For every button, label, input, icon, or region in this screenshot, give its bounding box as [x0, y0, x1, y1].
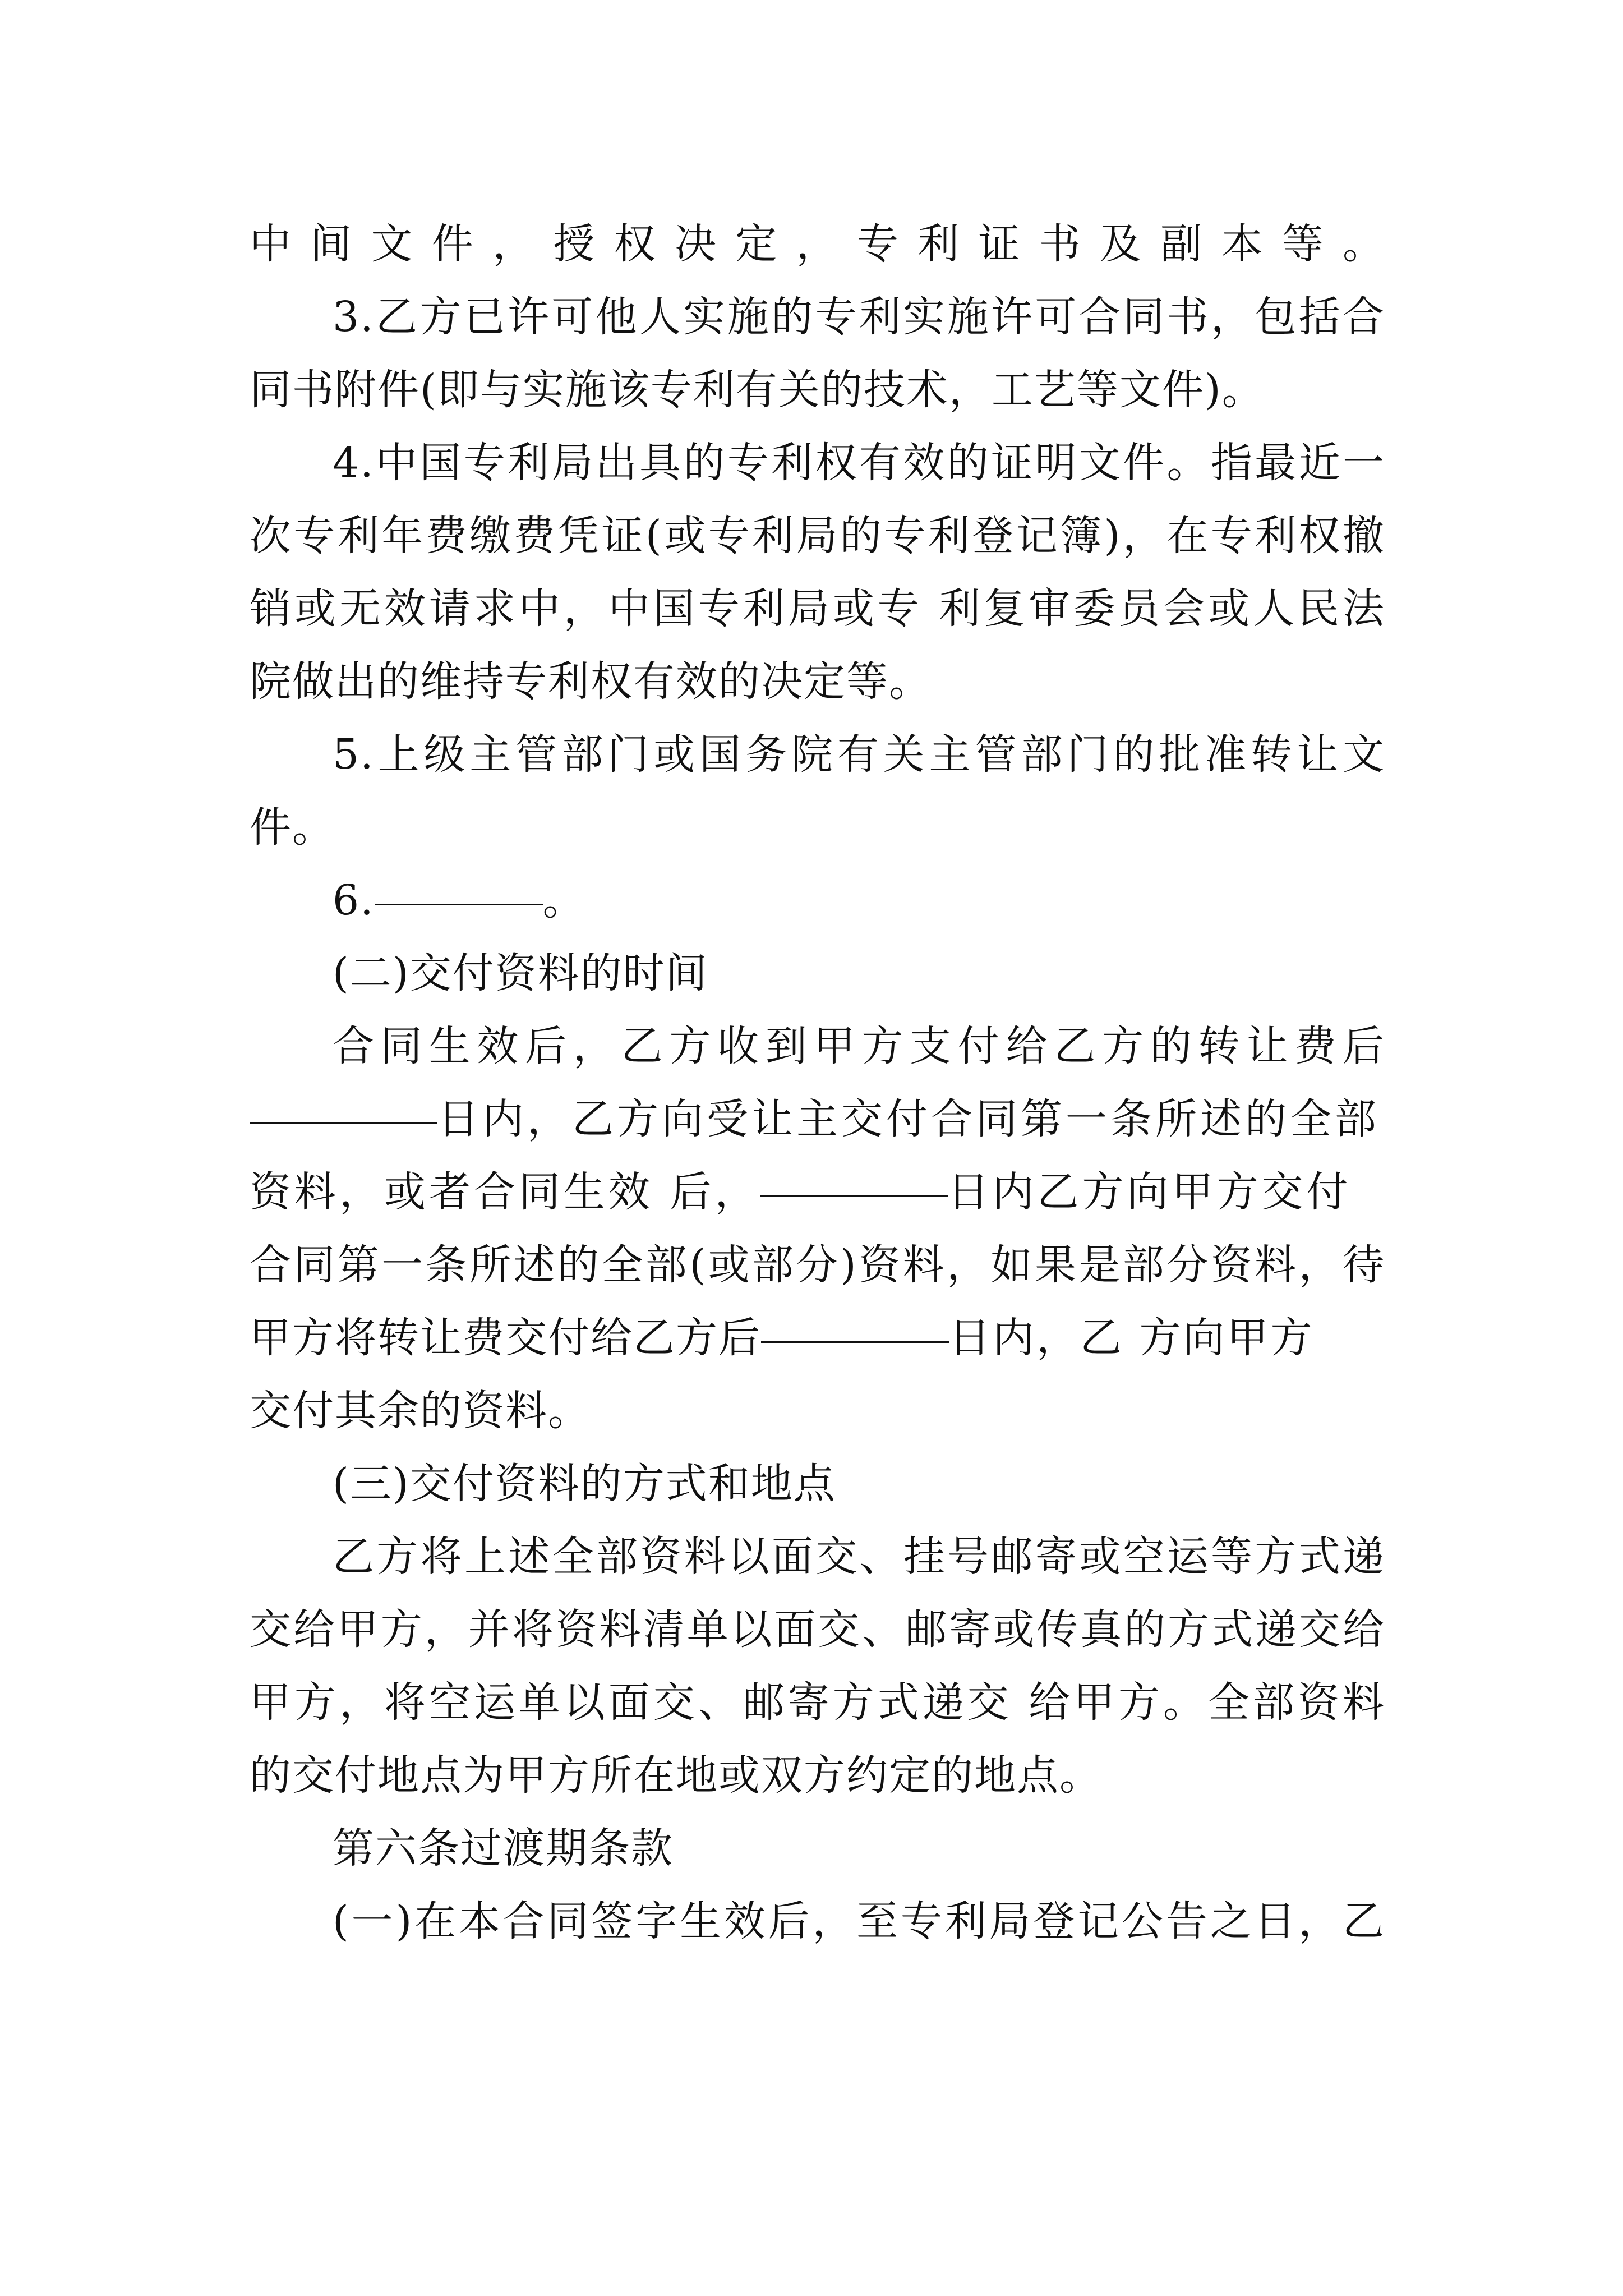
- text-line: 院做出的维持专利权有效的决定等。: [250, 657, 932, 706]
- text-line: 甲方将转让费交付给乙方后 日内，乙 方向甲方: [250, 1314, 1315, 1362]
- text-line: 乙方将上述全部资料以面交、挂号邮寄或空运等方式递: [333, 1533, 1385, 1581]
- text-line: 的交付地点为甲方所在地或双方约定的地点。: [250, 1751, 1102, 1800]
- text-line: 中间文件，授权决定，专利证书及副本等。: [250, 220, 1385, 268]
- fill-in-blank: [375, 903, 543, 905]
- text-line: 交付其余的资料。: [250, 1387, 591, 1435]
- document-body: [250, 208, 1385, 1958]
- text-line: (二)交付资料的时间: [333, 949, 708, 997]
- text-line: 6. 。: [333, 876, 585, 924]
- text-line: 合同生效后，乙方收到甲方支付给乙方的转让费后: [333, 1022, 1385, 1070]
- text-line: 日内，乙方向受让主交付合同第一条所述的全部: [250, 1083, 1385, 1156]
- text-line: 合同第一条所述的全部(或部分)资料，如果是部分资料，待: [250, 1241, 1385, 1289]
- fill-in-blank: [760, 1195, 948, 1197]
- fill-in-blank: [250, 1122, 437, 1124]
- text-line: 3.乙方已许可他人实施的专利实施许可合同书，包括合: [333, 293, 1385, 341]
- text-line: 次专利年费缴费凭证(或专利局的专利登记簿)，在专利权撤: [250, 512, 1385, 560]
- text-line: 交给甲方，并将资料清单以面交、邮寄或传真的方式递交给: [250, 1605, 1385, 1654]
- text-line: 销或无效请求中，中国专利局或专 利复审委员会或人民法: [250, 585, 1385, 633]
- text-line: (一)在本合同签字生效后，至专利局登记公告之日，乙: [333, 1897, 1385, 1945]
- text-line: 第六条过渡期条款: [333, 1824, 674, 1872]
- fill-in-blank: [761, 1341, 949, 1343]
- text-line: (三)交付资料的方式和地点: [333, 1460, 836, 1508]
- text-line: 4.中国专利局出具的专利权有效的证明文件。指最近一: [333, 439, 1385, 487]
- text-line: 同书附件(即与实施该专利有关的技术，工艺等文件)。: [250, 366, 1265, 414]
- text-line: 甲方，将空运单以面交、邮寄方式递交 给甲方。全部资料: [250, 1678, 1385, 1727]
- text-line: 5.上级主管部门或国务院有关主管部门的批准转让文: [333, 730, 1385, 779]
- text-line: 件。: [250, 803, 335, 852]
- text-line: 资料，或者合同生效 后， 日内乙方向甲方交付: [250, 1168, 1352, 1216]
